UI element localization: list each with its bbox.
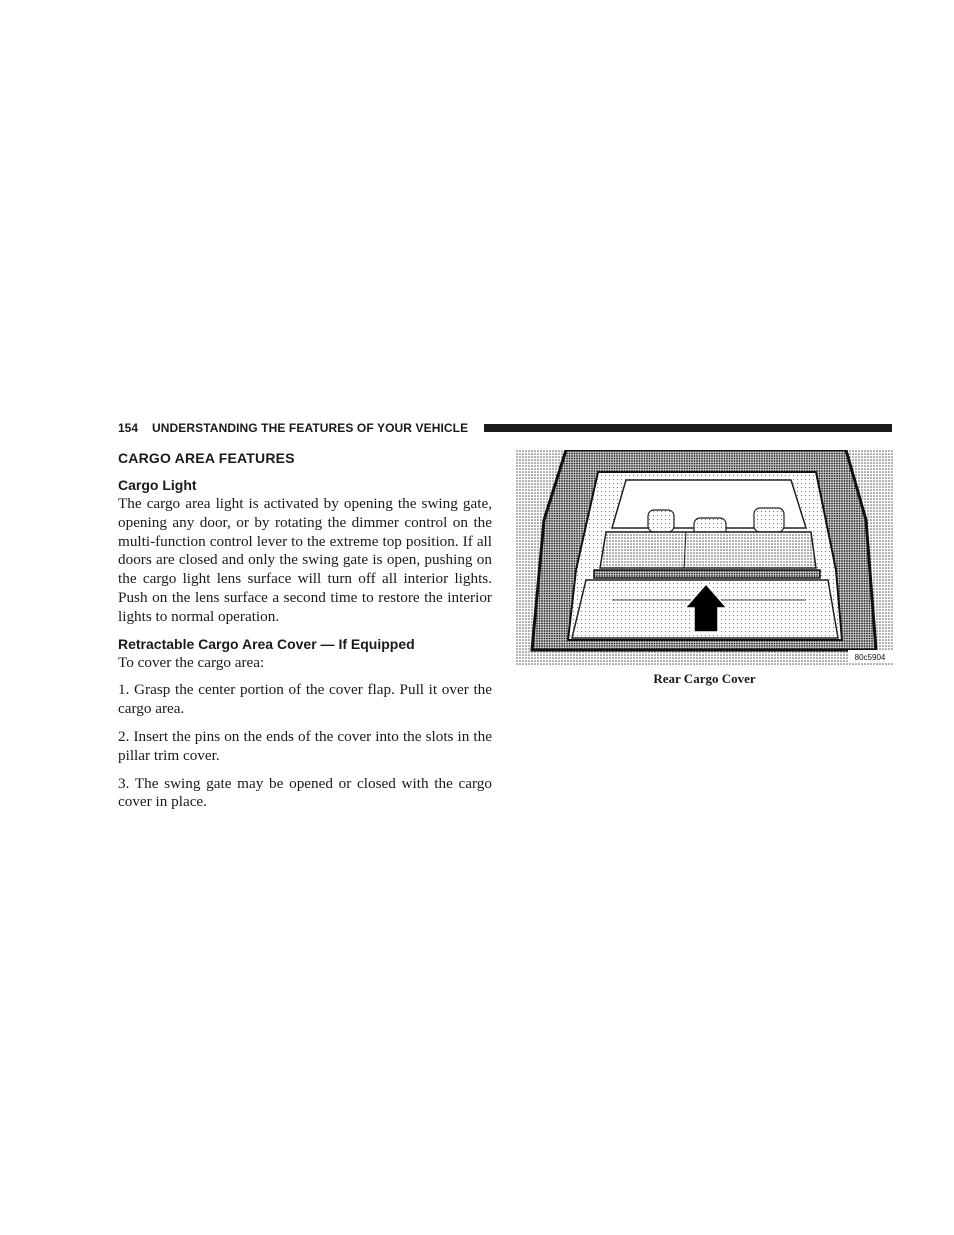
cargo-cover-illustration <box>516 450 893 666</box>
main-text-column <box>118 448 492 812</box>
cargo-cover-intro: To cover the cargo area: <box>118 653 265 671</box>
step-3: 3. The swing gate may be opened or closed with the cargo cover in place. <box>118 774 492 811</box>
figure-caption: Rear Cargo Cover <box>653 671 756 686</box>
figure-code: 80c5904 <box>854 653 886 662</box>
section-heading: CARGO AREA FEATURES <box>118 450 295 466</box>
cargo-cover-heading: Retractable Cargo Area Cover — If Equipped <box>118 635 415 652</box>
step-1: 1. Grasp the center portion of the cover flap. Pull it over the cargo area. <box>118 681 492 718</box>
cargo-light-heading: Cargo Light <box>118 477 197 493</box>
page-header <box>118 420 892 436</box>
header-rule <box>484 424 892 432</box>
page-number: 154 <box>118 421 139 435</box>
step-2: 2. Insert the pins on the ends of the cover into the slots in the pillar trim cover. <box>118 727 492 764</box>
running-title: UNDERSTANDING THE FEATURES OF YOUR VEHICLE <box>152 421 469 435</box>
cargo-light-paragraph: The cargo area light is activated by opening the swing gate, opening any door, or by rotating the dimmer control on the multi-function control lever to the extreme top position. If all doors are closed and only the swing gate is open, pushing on the cargo light lens surface will turn off all interior lights. Push on the lens surface a second time to restore the interior lights to normal operation. <box>118 495 492 625</box>
